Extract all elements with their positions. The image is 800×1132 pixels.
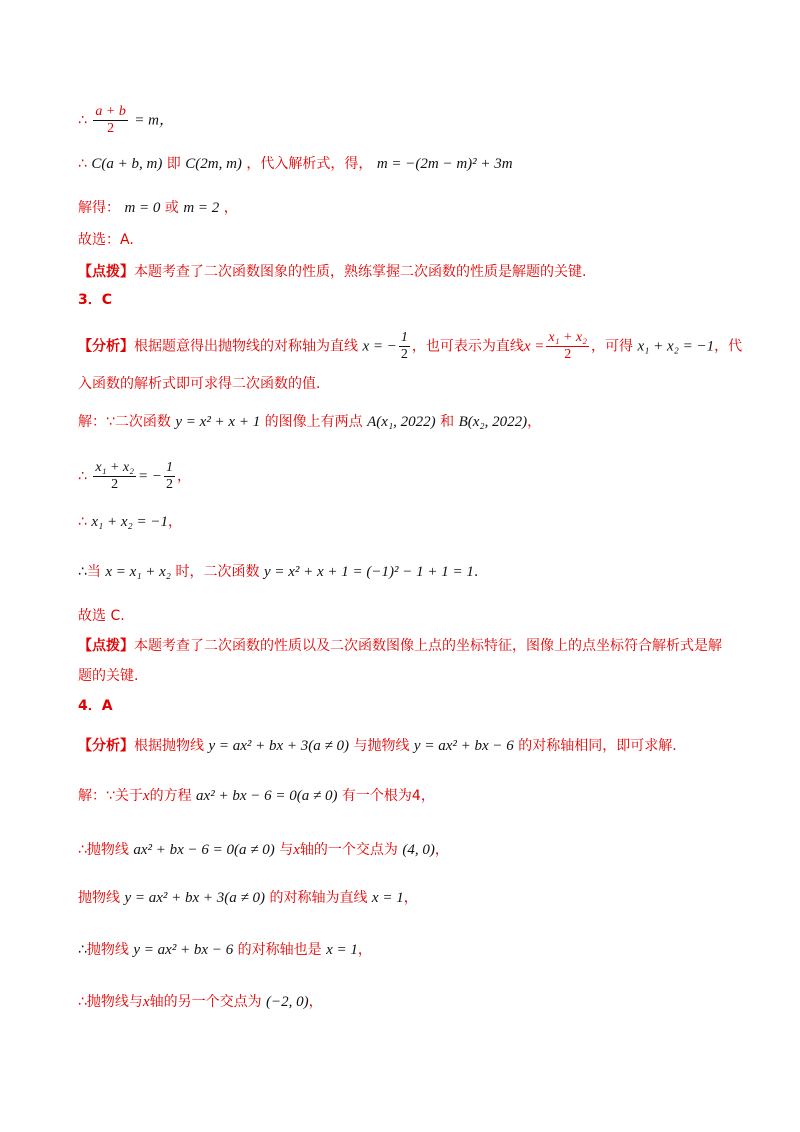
fraction-denominator: 2	[111, 477, 119, 492]
text: 的对称轴为直线	[269, 890, 368, 906]
math-expression: m = 2	[183, 200, 220, 216]
question-4-header: 4．A	[78, 698, 113, 714]
fraction-numerator: 1	[400, 330, 408, 345]
remark-text: 本题考查了二次函数的性质以及二次函数图像上点的坐标特征，图像上的点坐标符合解析式是解	[134, 638, 722, 654]
math-expression: C(2m, m)	[185, 156, 242, 172]
fraction	[164, 460, 175, 493]
fraction-denominator: 2	[564, 347, 572, 362]
therefore-symbol: ∴	[78, 468, 87, 485]
math-expression: x = 1	[326, 942, 358, 958]
fraction	[93, 104, 127, 137]
step-line-3	[78, 562, 478, 582]
math-expression: = m，	[134, 112, 174, 129]
step-line-6	[78, 940, 372, 960]
solution-line-q4	[78, 786, 435, 806]
step-line-4	[78, 840, 449, 860]
text: 与抛物线	[353, 738, 410, 754]
analysis-line-q4	[78, 736, 677, 756]
text: 轴的另一个交点为	[149, 994, 262, 1010]
therefore-symbol: ∴	[78, 564, 87, 580]
math-expression: x₁ + x₂ = −1	[637, 338, 715, 355]
math-expression: y = x² + x + 1	[175, 414, 261, 430]
line-2	[78, 154, 513, 174]
math-expression: x = x₁ + x₂	[105, 564, 172, 580]
analysis-tag: 【分析】	[78, 338, 134, 355]
math-expression: A(x₁, 2022)	[367, 414, 436, 430]
answer-line: 故选：A.	[78, 232, 134, 248]
therefore-symbol: ∴	[78, 156, 87, 172]
text: ，	[434, 842, 449, 858]
solution-line-q3	[78, 412, 541, 432]
therefore-symbol: ∴	[78, 942, 87, 958]
math-expression: x = −	[362, 338, 397, 355]
step-line-7	[78, 992, 323, 1012]
text: 有一个根为4，	[341, 788, 435, 804]
remark-tag: 【点拨】	[78, 264, 134, 280]
text: ，	[357, 942, 372, 958]
fraction	[546, 330, 589, 363]
text: 时，二次函数	[175, 564, 260, 580]
text: ，也可表示为直线	[411, 338, 524, 355]
math-expression: y = x² + x + 1 = (−1)² − 1 + 1 = 1	[263, 564, 474, 580]
math-variable: x	[293, 842, 300, 858]
text: 的对称轴也是	[237, 942, 322, 958]
math-expression: y = ax² + bx − 6	[133, 942, 234, 958]
answer-line-q3: 故选 C.	[78, 608, 125, 624]
remark-text: 本题考查了二次函数图象的性质，熟练掌握二次函数的性质是解题的关键.	[134, 264, 587, 280]
math-variable: x	[142, 994, 150, 1010]
math-expression: (4, 0)	[402, 842, 435, 858]
text: 抛物线	[86, 942, 129, 958]
fraction-numerator: 1	[165, 460, 173, 475]
remark-line-q3-cont: 题的关键.	[78, 668, 139, 684]
math-expression: C(a + b, m)	[91, 156, 163, 172]
step-line-1	[78, 460, 191, 493]
question-3-header: 3．C	[78, 292, 113, 308]
fraction-numerator: a + b	[95, 104, 126, 119]
text: ，	[403, 890, 418, 906]
analysis-line-q3	[78, 330, 742, 363]
therefore-symbol: ∴	[78, 514, 87, 530]
step-line-5	[78, 888, 418, 908]
text: ，代入解析式，得，	[246, 156, 373, 172]
text: ，	[308, 994, 323, 1010]
text: ，	[168, 514, 182, 530]
analysis-line-q3-cont: 入函数的解析式即可求得二次函数的值.	[78, 376, 321, 392]
text: 根据题意得出抛物线的对称轴为直线	[134, 338, 358, 355]
math-expression: B(x₂, 2022)	[458, 414, 528, 430]
math-expression: y = ax² + bx + 3(a ≠ 0)	[208, 738, 350, 754]
text: 的图像上有两点	[264, 414, 363, 430]
text: ，	[176, 468, 191, 485]
math-expression: ax² + bx − 6 = 0(a ≠ 0)	[133, 842, 275, 858]
fraction-denominator: 2	[107, 121, 115, 136]
text: 抛物线	[78, 890, 120, 906]
math-expression: y = ax² + bx + 3(a ≠ 0)	[124, 890, 266, 906]
math-variable: x	[142, 788, 150, 804]
fraction	[93, 460, 136, 493]
text: 与	[279, 842, 294, 858]
math-expression: = −	[137, 468, 162, 485]
math-expression: m = −(2m − m)² + 3m	[376, 156, 513, 172]
text: 当	[86, 564, 101, 580]
remark-tag: 【点拨】	[78, 638, 134, 654]
text: ，	[527, 414, 542, 430]
line-1	[78, 104, 174, 137]
math-expression: (−2, 0)	[266, 994, 309, 1010]
step-line-2	[78, 512, 182, 532]
text: 轴的一个交点为	[299, 842, 398, 858]
math-expression: m = 0	[124, 200, 161, 216]
fraction-numerator: x₁ + x₂	[95, 460, 134, 475]
fraction	[399, 330, 410, 363]
text: 即	[166, 156, 181, 172]
text: 解：∵二次函数	[78, 414, 171, 430]
fraction-numerator: x₁ + x₂	[548, 330, 587, 345]
text: 或	[164, 200, 179, 216]
math-expression: x =	[523, 338, 545, 355]
text: 的对称轴相同，即可求解.	[518, 738, 677, 754]
remark-line	[78, 262, 586, 282]
therefore-symbol: ∴	[78, 112, 87, 129]
text: ，代	[714, 338, 743, 355]
text: 解得：	[78, 200, 120, 216]
text: ，	[223, 200, 238, 216]
text: .	[473, 564, 479, 580]
text: ∴抛物线与	[78, 994, 143, 1010]
text: 解：∵关于	[78, 788, 143, 804]
analysis-tag: 【分析】	[78, 738, 134, 754]
text: ∴抛物线	[78, 842, 129, 858]
remark-line-q3	[78, 636, 722, 656]
math-expression: x₁ + x₂ = −1	[91, 514, 168, 530]
text: 和	[440, 414, 455, 430]
text: ，可得	[591, 338, 633, 355]
text: 根据抛物线	[134, 738, 204, 754]
line-3	[78, 198, 238, 218]
math-expression: ax² + bx − 6 = 0(a ≠ 0)	[196, 788, 338, 804]
fraction-denominator: 2	[400, 347, 408, 362]
fraction-denominator: 2	[165, 477, 173, 492]
math-expression: x = 1	[371, 890, 404, 906]
text: 的方程	[149, 788, 192, 804]
math-expression: y = ax² + bx − 6	[413, 738, 514, 754]
